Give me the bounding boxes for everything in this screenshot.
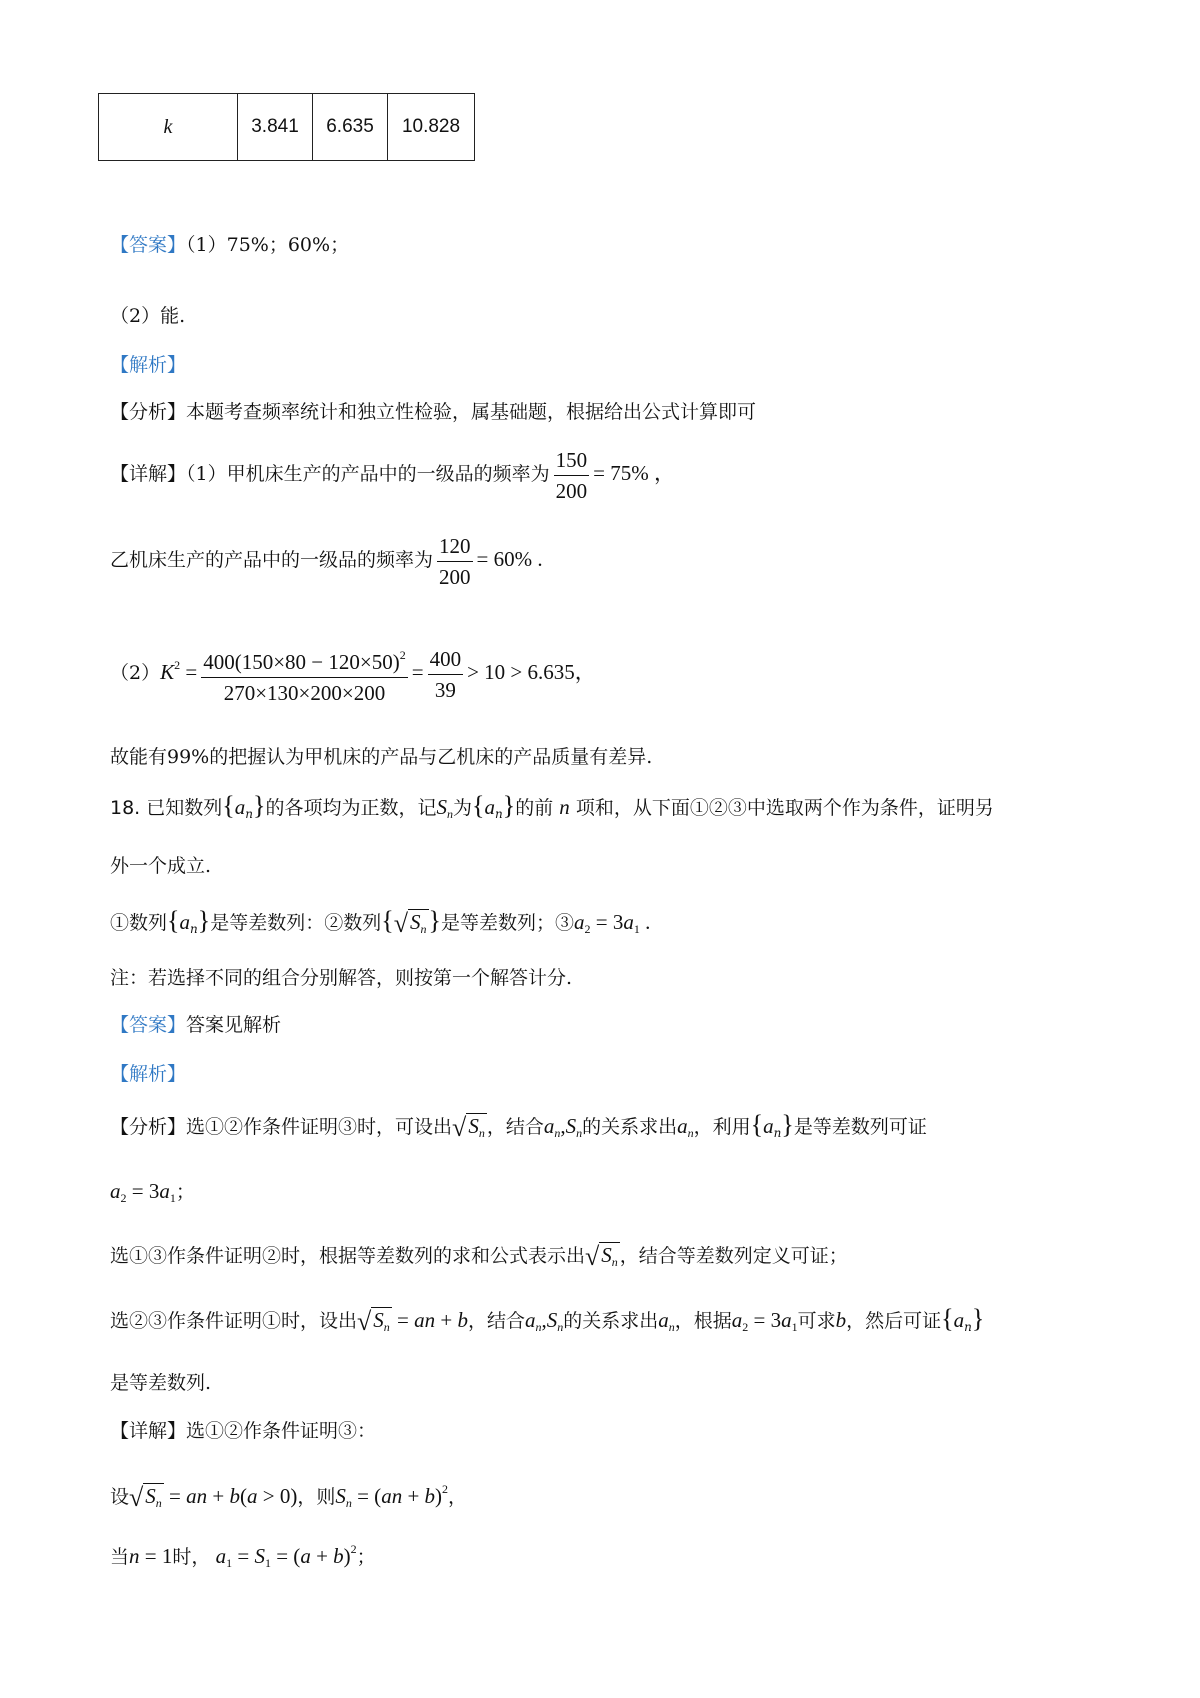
fenxi-text: 选②③作条件证明①时，设出	[110, 1310, 358, 1332]
k2-numerator-text: 400(150×80 − 120×50)	[203, 650, 400, 674]
q18-stem-2: 外一个成立.	[110, 855, 212, 877]
detail-tag: 【详解】	[110, 463, 187, 485]
critical-value-table	[98, 93, 475, 161]
analysis-tag: 【解析】	[110, 354, 187, 376]
q17-fenxi	[110, 399, 756, 425]
equation-result: = 75% ，	[593, 461, 675, 485]
detail-text: 设	[110, 1486, 130, 1508]
fenxi-text: ，结合	[467, 1310, 525, 1332]
q18-detail-2: 当n = 1时， $a_1 = S_1 = (a + b)^2$；	[110, 1542, 376, 1570]
fenxi-text: 选①②作条件证明③时，可设出	[186, 1116, 453, 1138]
analysis-tag: 【解析】	[110, 1063, 187, 1085]
detail-text: 当	[110, 1546, 130, 1568]
q17-answer-2: （2）能.	[110, 305, 186, 327]
q18-fenxi-1: 【分析】选①②作条件证明③时，可设出$√S_n$ ，结合$a_n,S_n$的关系求出$a_n$，利用$\{a_n\}$是等差数列可证	[110, 1110, 927, 1142]
answer-tag: 【答案】	[110, 234, 187, 256]
k2-numerator: $400(150\times 80 - 120\times 50)^2$	[201, 640, 408, 678]
stem-text: 的前	[515, 797, 554, 819]
k2-fraction	[201, 640, 408, 708]
fenxi-text: ，利用	[693, 1116, 751, 1138]
fraction-denominator: 39	[434, 677, 456, 702]
fenxi-tag: 【分析】	[110, 401, 187, 423]
fenxi-text: 是等差数列可证	[793, 1116, 927, 1138]
fraction-numerator: 120	[437, 531, 473, 562]
q17-analysis-tag	[110, 352, 186, 378]
condition-text: 是等差数列：②数列	[210, 912, 382, 934]
fenxi-text: 选①③作条件证明②时，根据等差数列的求和公式表示出	[110, 1245, 586, 1267]
answer-text: 答案见解析	[186, 1014, 282, 1036]
table-cell: 10.828	[388, 94, 475, 161]
q17-answer	[110, 232, 349, 258]
q17-detail-2	[110, 524, 543, 595]
fenxi-tag: 【分析】	[110, 1116, 187, 1138]
equation-result: = 60% .	[476, 547, 543, 571]
detail-tag: 【详解】	[110, 1420, 187, 1442]
q18-note: 注：若选择不同的组合分别解答，则按第一个解答计分.	[110, 967, 573, 989]
q18-conditions: ①数列$\{a_n\}$是等差数列：②数列$\{√S_n\}$是等差数列；$③a_2 = 3a_1$ .	[110, 906, 651, 938]
q18-fenxi-5: 是等差数列.	[110, 1372, 212, 1394]
answer-tag: 【答案】	[110, 1014, 187, 1036]
inequality-tail: > 10 > 6.635，	[467, 660, 596, 684]
table-cell: 6.635	[313, 94, 388, 161]
fenxi-text: 本题考查频率统计和独立性检验，属基础题，根据给出公式计算即可	[186, 401, 757, 423]
q18-fenxi-3: 选①③作条件证明②时，根据等差数列的求和公式表示出$√S_n$ ，结合等差数列定义可证；	[110, 1242, 848, 1271]
fenxi-text: ，根据	[674, 1310, 732, 1332]
stem-text: 的各项均为正数，记	[265, 797, 437, 819]
fenxi-text: ，结合等差数列定义可证；	[619, 1245, 848, 1267]
q18-analysis-tag	[110, 1061, 186, 1087]
fraction	[428, 644, 464, 705]
q17-conclusion: 故能有99%的把握认为甲机床的产品与乙机床的产品质量有差异.	[110, 746, 653, 768]
q18-detail-head	[110, 1418, 376, 1444]
detail-text: 时，	[172, 1546, 211, 1568]
fraction	[437, 531, 473, 592]
q18-fenxi-2: $a_2 = 3a_1$；	[110, 1179, 195, 1205]
q18-answer	[110, 1012, 281, 1038]
stem-text: 已知数列	[146, 797, 223, 819]
table-cell: 3.841	[238, 94, 313, 161]
detail-text: 选①②作条件证明③：	[186, 1420, 377, 1442]
table-header-cell: k	[99, 94, 238, 161]
table-row	[99, 94, 475, 161]
q18-detail-1: 设$√S_n$ = an + b(a > 0)，则$S_n = (an + b)^2$，	[110, 1482, 468, 1512]
k2-denominator: 270×130×200×200	[223, 681, 386, 705]
fenxi-text: 的关系求出	[563, 1310, 659, 1332]
detail-text: ，则	[297, 1486, 336, 1508]
detail-text: （1）甲机床生产的产品中的一级品的频率为	[186, 463, 550, 485]
question-number: 18.	[110, 797, 141, 819]
fenxi-text: 的关系求出	[582, 1116, 678, 1138]
q18-fenxi-4: 选②③作条件证明①时，设出$√S_n$ = an + b，结合$a_n,S_n$的关系求出$a_n$，根据$a_2 = 3a_1$可求b，然后可证$\{a_n\}$	[110, 1304, 985, 1336]
fraction-numerator: 150	[554, 445, 590, 476]
stem-text: 为	[453, 797, 473, 819]
detail-text: 乙机床生产的产品中的一级品的频率为	[110, 549, 434, 571]
condition-text: ①数列	[110, 912, 168, 934]
fraction	[554, 445, 590, 506]
fraction-denominator: 200	[439, 564, 471, 589]
q17-k2-formula: $(2)K^2$ = $\frac{400(150\times 80 - 120\times 50)^2}{270\times 130\times 200\times 200}$ = $\frac{400}{39}$ > 10 > 6.635，	[110, 630, 596, 708]
answer-text: （1）75%；60%；	[186, 234, 350, 256]
fraction-denominator: 200	[555, 478, 588, 503]
fenxi-text: 可求	[797, 1310, 836, 1332]
condition-text: 是等差数列；③	[440, 912, 574, 934]
fenxi-text: ，结合	[486, 1116, 544, 1138]
part-label: （2）	[110, 662, 161, 684]
stem-text: 项和，从下面①②③中选取两个作为条件，证明另	[575, 797, 994, 819]
fraction-numerator: 400	[428, 644, 464, 675]
fenxi-text: ，然后可证	[846, 1310, 942, 1332]
q17-detail-1	[110, 438, 675, 509]
q18-stem-1: 18. 已知数列$\{a_n\}$的各项均为正数，记$S_n$为$\{a_n\}$的前 n 项和，从下面①②③中选取两个作为条件，证明另	[110, 791, 994, 821]
